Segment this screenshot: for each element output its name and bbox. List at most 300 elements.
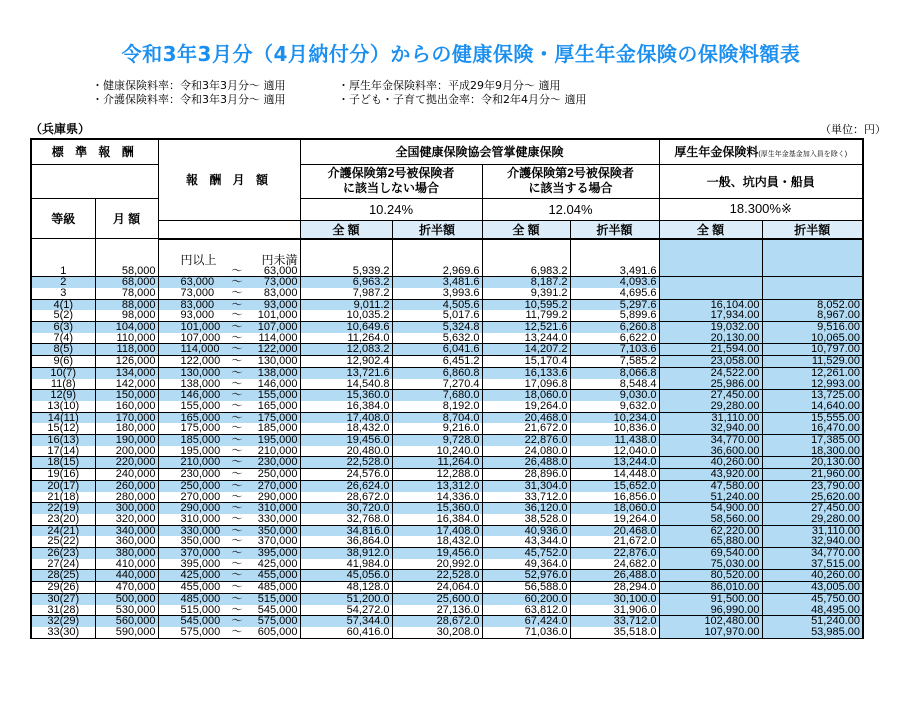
tilde-cell: ～: [226, 525, 248, 536]
to-cell: 605,000: [248, 627, 300, 638]
c-half-cell: 7,103.6: [570, 344, 659, 356]
c-half-cell: 13,244.0: [570, 457, 659, 469]
to-cell: 73,000: [248, 277, 300, 288]
p-half-cell: 40,260.00: [762, 570, 863, 582]
table-row: [31, 310, 863, 321]
grade-cell: 27(24): [31, 559, 95, 570]
tilde-cell: ～: [226, 536, 248, 547]
p-full-cell: 51,240.00: [659, 492, 762, 503]
c-full-cell: 28,896.0: [482, 469, 570, 481]
table-row: [31, 457, 863, 469]
to-cell: 63,000: [248, 266, 300, 277]
from-cell: 350,000: [158, 536, 226, 547]
p-half-header: 折半額: [762, 220, 863, 239]
from-cell: 155,000: [158, 401, 226, 412]
h-full-cell: 12,083.2: [300, 344, 392, 356]
table-row: [31, 593, 863, 604]
h-full-cell: 28,672.0: [300, 492, 392, 503]
c-full-header: 全 額: [482, 220, 570, 239]
h-full-cell: 32,768.0: [300, 514, 392, 525]
p-half-cell: 8,052.00: [762, 299, 863, 310]
h-half-cell: 27,136.0: [392, 605, 482, 616]
p-full-cell: 86,010.00: [659, 582, 762, 594]
p-half-cell: 20,130.00: [762, 457, 863, 469]
monthly-cell: 220,000: [95, 457, 158, 469]
c-half-cell: 21,672.0: [570, 536, 659, 547]
monthly-cell: 170,000: [95, 412, 158, 423]
h-full-cell: 45,056.0: [300, 570, 392, 582]
p-full-cell: 27,450.00: [659, 390, 762, 401]
grade-cell: 11(8): [31, 379, 95, 390]
h-full-cell: 54,272.0: [300, 605, 392, 616]
rate-notes-left: [92, 79, 286, 107]
c-full-cell: 52,976.0: [482, 570, 570, 582]
to-cell: 250,000: [248, 469, 300, 481]
page-title: 令和3年3月分（4月納付分）からの健康保険・厚生年金保険の保険料額表: [121, 42, 801, 66]
p-half-cell: 23,790.00: [762, 480, 863, 491]
table-row: [31, 536, 863, 547]
p-half-cell: 11,529.00: [762, 356, 863, 368]
h-full-cell: 7,987.2: [300, 288, 392, 299]
p-full-cell: 75,030.00: [659, 559, 762, 570]
p-full-cell: 29,280.00: [659, 401, 762, 412]
table-row: [31, 412, 863, 423]
to-cell: 114,000: [248, 333, 300, 344]
child-rate-note: ・子ども・子育て拠出金率：令和2年4月分～ 適用: [338, 93, 587, 106]
h-full-cell: 19,456.0: [300, 435, 392, 446]
h-full-cell: 5,939.2: [300, 266, 392, 277]
p-half-cell: 51,240.00: [762, 616, 863, 627]
c-half-cell: 7,585.2: [570, 356, 659, 368]
remuneration-spacer: [158, 220, 300, 239]
table-row: [31, 299, 863, 310]
rate-not-care: 10.24%: [300, 198, 482, 220]
table-row: [31, 344, 863, 356]
grade-cell: 25(22): [31, 536, 95, 547]
tilde-cell: ～: [226, 605, 248, 616]
c-half-cell: 22,876.0: [570, 548, 659, 559]
p-full-cell: 80,520.00: [659, 570, 762, 582]
monthly-cell: 134,000: [95, 367, 158, 378]
rate-notes-right: [338, 79, 587, 107]
c-full-cell: 11,799.2: [482, 310, 570, 321]
h-half-cell: 6,451.2: [392, 356, 482, 368]
p-full-cell: 25,986.00: [659, 379, 762, 390]
h-full-cell: 12,902.4: [300, 356, 392, 368]
tilde-cell: ～: [226, 322, 248, 333]
table-row: [31, 492, 863, 503]
grade-cell: 13(10): [31, 401, 95, 412]
health-rate-note: ・健康保険料率：令和3年3月分～ 適用: [92, 79, 286, 92]
p-half-cell: 9,516.00: [762, 322, 863, 333]
c-full-cell: 38,528.0: [482, 514, 570, 525]
h-half-cell: 5,324.8: [392, 322, 482, 333]
table-row: [31, 322, 863, 333]
h-half-cell: 9,728.0: [392, 435, 482, 446]
table-row: [31, 401, 863, 412]
tilde-cell: ～: [226, 627, 248, 638]
table-row: [31, 503, 863, 514]
h-full-cell: 48,128.0: [300, 582, 392, 594]
from-cell: 146,000: [158, 390, 226, 401]
monthly-cell: 410,000: [95, 559, 158, 570]
not-care-insured-header: 介護保険第2号被保険者 に該当しない場合: [300, 164, 482, 198]
tilde-cell: ～: [226, 367, 248, 378]
to-cell: 330,000: [248, 514, 300, 525]
from-cell: 330,000: [158, 525, 226, 536]
from-cell: 114,000: [158, 344, 226, 356]
monthly-cell: 380,000: [95, 548, 158, 559]
from-cell: 195,000: [158, 446, 226, 457]
pension-general-header: 一般、坑内員・船員: [659, 164, 863, 198]
monthly-cell: 360,000: [95, 536, 158, 547]
from-cell: 310,000: [158, 514, 226, 525]
tilde-cell: ～: [226, 559, 248, 570]
table-body: [31, 239, 863, 639]
p-full-cell: 58,560.00: [659, 514, 762, 525]
c-full-cell: 10,595.2: [482, 299, 570, 310]
to-cell: 195,000: [248, 435, 300, 446]
from-cell: 185,000: [158, 435, 226, 446]
p-half-cell: 29,280.00: [762, 514, 863, 525]
h-half-cell: 10,240.0: [392, 446, 482, 457]
c-half-cell: 9,030.0: [570, 390, 659, 401]
c-full-cell: 17,096.8: [482, 379, 570, 390]
grade-cell: 10(7): [31, 367, 95, 378]
tilde-cell: ～: [226, 344, 248, 356]
tilde-cell: ～: [226, 457, 248, 469]
c-half-cell: 26,488.0: [570, 570, 659, 582]
from-cell: 175,000: [158, 423, 226, 434]
c-full-cell: 36,120.0: [482, 503, 570, 514]
grade-header: 等級: [31, 198, 95, 239]
p-half-cell: 25,620.00: [762, 492, 863, 503]
tilde-cell: ～: [226, 446, 248, 457]
from-cell: [158, 266, 226, 277]
premium-table: [30, 138, 864, 639]
grade-cell: 29(26): [31, 582, 95, 594]
h-half-cell: 8,192.0: [392, 401, 482, 412]
h-full-cell: 10,035.2: [300, 310, 392, 321]
tilde-cell: ～: [226, 333, 248, 344]
c-full-cell: 60,200.0: [482, 593, 570, 604]
p-full-cell: 40,260.00: [659, 457, 762, 469]
to-cell: 395,000: [248, 548, 300, 559]
to-cell: 230,000: [248, 457, 300, 469]
monthly-cell: 240,000: [95, 469, 158, 481]
p-half-cell: 48,495.00: [762, 605, 863, 616]
tilde-cell: ～: [226, 503, 248, 514]
h-half-cell: 3,993.6: [392, 288, 482, 299]
grade-cell: 9(6): [31, 356, 95, 368]
h-full-cell: 20,480.0: [300, 446, 392, 457]
c-half-cell: 10,234.0: [570, 412, 659, 423]
monthly-cell: 160,000: [95, 401, 158, 412]
remuneration-monthly-header: 報 酬 月 額: [158, 139, 300, 220]
to-cell: 370,000: [248, 536, 300, 547]
to-cell: 350,000: [248, 525, 300, 536]
c-half-cell: 11,438.0: [570, 435, 659, 446]
grade-cell: 8(5): [31, 344, 95, 356]
from-cell: 83,000: [158, 299, 226, 310]
p-half-cell: 31,110.00: [762, 525, 863, 536]
c-full-cell: 22,876.0: [482, 435, 570, 446]
h-half-cell: 24,064.0: [392, 582, 482, 594]
c-half-cell: 31,906.0: [570, 605, 659, 616]
c-full-cell: 19,264.0: [482, 401, 570, 412]
p-half-cell: 53,985.00: [762, 627, 863, 638]
h-half-cell: 16,384.0: [392, 514, 482, 525]
h-half-cell: 25,600.0: [392, 593, 482, 604]
p-half-cell: 27,450.00: [762, 503, 863, 514]
grade-cell: 20(17): [31, 480, 95, 491]
h-half-cell: 7,270.4: [392, 379, 482, 390]
c-half-cell: 10,836.0: [570, 423, 659, 434]
p-half-cell: 15,555.00: [762, 412, 863, 423]
to-cell: 83,000: [248, 288, 300, 299]
c-full-cell: 9,391.2: [482, 288, 570, 299]
p-full-cell: 31,110.00: [659, 412, 762, 423]
table-row: [31, 605, 863, 616]
p-half-cell: 34,770.00: [762, 548, 863, 559]
from-cell: 107,000: [158, 333, 226, 344]
h-half-cell: 5,632.0: [392, 333, 482, 344]
monthly-cell: 560,000: [95, 616, 158, 627]
grade-cell: 19(16): [31, 469, 95, 481]
to-cell: 185,000: [248, 423, 300, 434]
p-full-cell: 69,540.00: [659, 548, 762, 559]
h-half-cell: 7,680.0: [392, 390, 482, 401]
c-half-cell: 24,682.0: [570, 559, 659, 570]
p-full-cell: 36,600.00: [659, 446, 762, 457]
grade-cell: 23(20): [31, 514, 95, 525]
h-half-cell: 6,041.6: [392, 344, 482, 356]
c-full-cell: 15,170.4: [482, 356, 570, 368]
p-full-cell: [659, 277, 762, 288]
grade-cell: 26(23): [31, 548, 95, 559]
c-half-cell: 6,260.8: [570, 322, 659, 333]
c-full-cell: 12,521.6: [482, 322, 570, 333]
to-cell: 138,000: [248, 367, 300, 378]
p-half-cell: 43,005.00: [762, 582, 863, 594]
to-cell: 165,000: [248, 401, 300, 412]
tilde-cell: ～: [226, 480, 248, 491]
from-cell: 63,000: [158, 277, 226, 288]
c-full-cell: 21,672.0: [482, 423, 570, 434]
tilde-cell: ～: [226, 356, 248, 368]
h-half-cell: 20,992.0: [392, 559, 482, 570]
p-full-cell: [659, 266, 762, 277]
p-full-cell: 34,770.00: [659, 435, 762, 446]
c-half-header: 折半額: [570, 220, 659, 239]
h-full-cell: 11,264.0: [300, 333, 392, 344]
h-half-cell: 12,288.0: [392, 469, 482, 481]
c-full-cell: 26,488.0: [482, 457, 570, 469]
h-half-cell: 28,672.0: [392, 616, 482, 627]
h-full-cell: 10,649.6: [300, 322, 392, 333]
table-row: [31, 423, 863, 434]
c-full-cell: 13,244.0: [482, 333, 570, 344]
h-half-cell: 6,860.8: [392, 367, 482, 378]
h-full-cell: 57,344.0: [300, 616, 392, 627]
table-row: [31, 277, 863, 288]
monthly-cell: 58,000: [95, 266, 158, 277]
monthly-cell: 470,000: [95, 582, 158, 594]
c-half-cell: 9,632.0: [570, 401, 659, 412]
c-full-cell: 67,424.0: [482, 616, 570, 627]
table-row: [31, 525, 863, 536]
from-cell: 545,000: [158, 616, 226, 627]
from-cell: 122,000: [158, 356, 226, 368]
to-cell: 130,000: [248, 356, 300, 368]
h-half-cell: 19,456.0: [392, 548, 482, 559]
grade-cell: 7(4): [31, 333, 95, 344]
c-full-cell: 6,983.2: [482, 266, 570, 277]
p-half-cell: 12,261.00: [762, 367, 863, 378]
monthly-cell: 126,000: [95, 356, 158, 368]
tilde-cell: ～: [226, 492, 248, 503]
h-full-cell: 16,384.0: [300, 401, 392, 412]
grade-cell: 1: [31, 266, 95, 277]
h-full-cell: 51,200.0: [300, 593, 392, 604]
grade-cell: 15(12): [31, 423, 95, 434]
c-half-cell: 16,856.0: [570, 492, 659, 503]
to-cell: 425,000: [248, 559, 300, 570]
table-row: [31, 627, 863, 638]
to-cell: 455,000: [248, 570, 300, 582]
to-cell: 155,000: [248, 390, 300, 401]
to-cell: 107,000: [248, 322, 300, 333]
table-row: [31, 288, 863, 299]
monthly-cell: 110,000: [95, 333, 158, 344]
tilde-cell: ～: [226, 266, 248, 277]
care-insured-header: 介護保険第2号被保険者 に該当する場合: [482, 164, 659, 198]
p-half-cell: 10,797.00: [762, 344, 863, 356]
monthly-cell: 340,000: [95, 525, 158, 536]
h-full-cell: 38,912.0: [300, 548, 392, 559]
h-full-cell: 6,963.2: [300, 277, 392, 288]
p-full-cell: 32,940.00: [659, 423, 762, 434]
p-full-cell: 21,594.00: [659, 344, 762, 356]
care-rate-note: ・介護保険料率：令和3年3月分～ 適用: [92, 93, 286, 106]
grade-cell: 16(13): [31, 435, 95, 446]
monthly-spacer: [95, 239, 158, 266]
tilde-cell: ～: [226, 469, 248, 481]
h-full-cell: 17,408.0: [300, 412, 392, 423]
from-label: 円以上: [158, 239, 226, 266]
table-row: [31, 514, 863, 525]
from-cell: 395,000: [158, 559, 226, 570]
c-half-cell: 28,294.0: [570, 582, 659, 594]
p-full-cell: 102,480.00: [659, 616, 762, 627]
monthly-cell: 190,000: [95, 435, 158, 446]
h-half-cell: 18,432.0: [392, 536, 482, 547]
from-cell: 73,000: [158, 288, 226, 299]
table-row: [31, 469, 863, 481]
table-row: [31, 367, 863, 378]
unit-label: （単位：円）: [820, 123, 886, 136]
to-label: 円未満: [248, 239, 300, 266]
monthly-cell: 150,000: [95, 390, 158, 401]
to-cell: 545,000: [248, 605, 300, 616]
grade-cell: 14(11): [31, 412, 95, 423]
c-full-cell: 45,752.0: [482, 548, 570, 559]
pension-rate-note: ・厚生年金保険料率：平成29年9月分～ 適用: [338, 79, 561, 92]
tilde-cell: ～: [226, 593, 248, 604]
to-cell: 146,000: [248, 379, 300, 390]
c-full-cell: 43,344.0: [482, 536, 570, 547]
from-cell: 130,000: [158, 367, 226, 378]
p-full-cell: 62,220.00: [659, 525, 762, 536]
tilde-cell: ～: [226, 616, 248, 627]
h-half-cell: 5,017.6: [392, 310, 482, 321]
range-label-row: [31, 239, 863, 266]
from-cell: 101,000: [158, 322, 226, 333]
grade-cell: 3: [31, 288, 95, 299]
p-full-cell: 65,880.00: [659, 536, 762, 547]
rate-pension: 18.300%※: [659, 198, 863, 220]
from-cell: 230,000: [158, 469, 226, 481]
grade-spacer: [31, 239, 95, 266]
health-insurance-header: 全国健康保険協会管掌健康保険: [300, 139, 659, 164]
grade-cell: 21(18): [31, 492, 95, 503]
c-half-cell: 8,066.8: [570, 367, 659, 378]
grade-cell: 4(1): [31, 299, 95, 310]
h-full-cell: 15,360.0: [300, 390, 392, 401]
h-full-cell: 34,816.0: [300, 525, 392, 536]
h-full-cell: 60,416.0: [300, 627, 392, 638]
c-half-cell: 4,695.6: [570, 288, 659, 299]
h-full-cell: 13,721.6: [300, 367, 392, 378]
c-half-cell: 35,518.0: [570, 627, 659, 638]
p-full-cell: 91,500.00: [659, 593, 762, 604]
p-half-cell: 32,940.00: [762, 536, 863, 547]
grade-cell: 31(28): [31, 605, 95, 616]
tilde-cell: ～: [226, 390, 248, 401]
p-half-cell: [762, 288, 863, 299]
grade-cell: 5(2): [31, 310, 95, 321]
grade-cell: 2: [31, 277, 95, 288]
from-cell: 165,000: [158, 412, 226, 423]
p-full-cell: [659, 288, 762, 299]
c-half-cell: 8,548.4: [570, 379, 659, 390]
standard-remuneration-header: 標 準 報 酬: [31, 139, 158, 164]
monthly-cell: 280,000: [95, 492, 158, 503]
h-half-cell: 14,336.0: [392, 492, 482, 503]
monthly-cell: 260,000: [95, 480, 158, 491]
to-cell: 210,000: [248, 446, 300, 457]
h-full-cell: 14,540.8: [300, 379, 392, 390]
from-cell: 575,000: [158, 627, 226, 638]
monthly-cell: 78,000: [95, 288, 158, 299]
c-full-cell: 8,187.2: [482, 277, 570, 288]
monthly-cell: 530,000: [95, 605, 158, 616]
c-full-cell: 31,304.0: [482, 480, 570, 491]
grade-cell: 33(30): [31, 627, 95, 638]
to-cell: 122,000: [248, 344, 300, 356]
monthly-cell: 142,000: [95, 379, 158, 390]
h-full-cell: 9,011.2: [300, 299, 392, 310]
to-cell: 290,000: [248, 492, 300, 503]
h-half-cell: 8,704.0: [392, 412, 482, 423]
tilde-cell: ～: [226, 288, 248, 299]
c-full-cell: 24,080.0: [482, 446, 570, 457]
c-half-cell: 19,264.0: [570, 514, 659, 525]
p-half-cell: [762, 266, 863, 277]
grade-cell: 18(15): [31, 457, 95, 469]
from-cell: 138,000: [158, 379, 226, 390]
tilde-cell: ～: [226, 570, 248, 582]
